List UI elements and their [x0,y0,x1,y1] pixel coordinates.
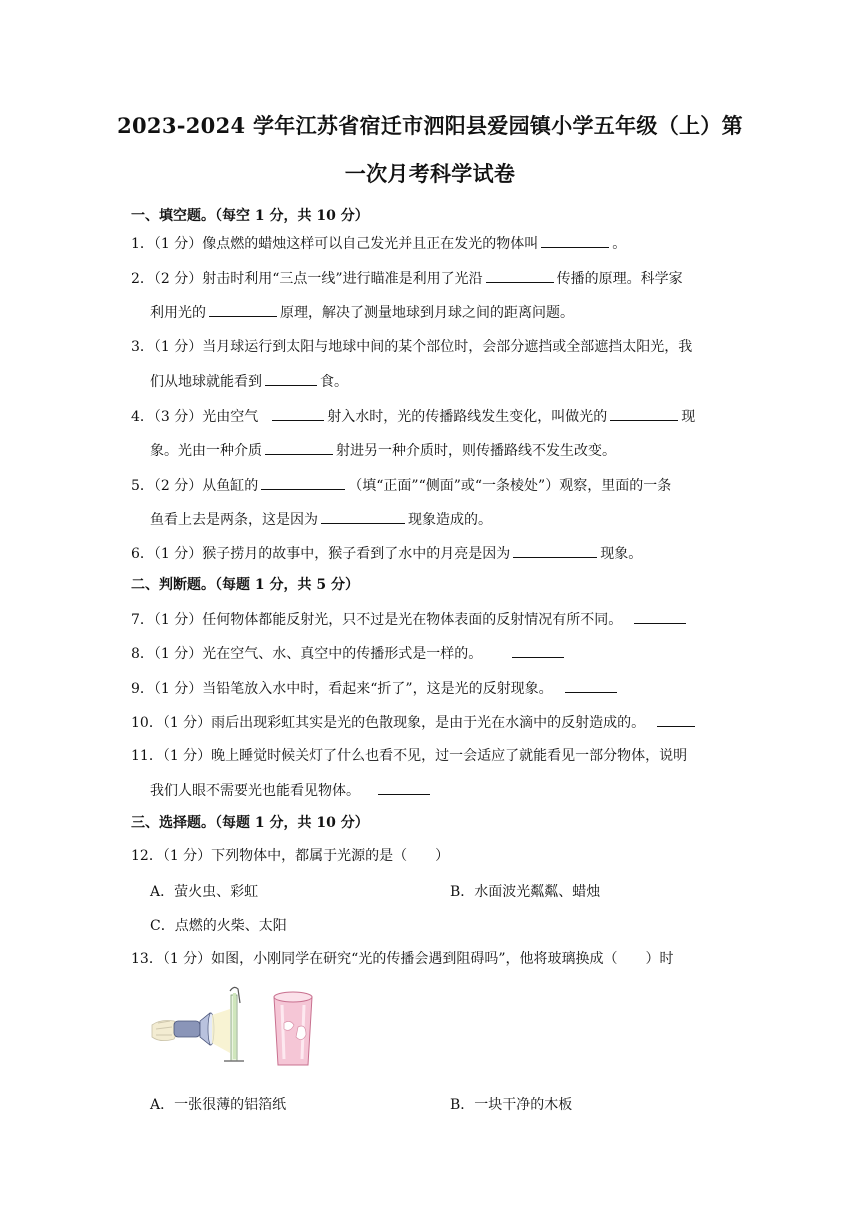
answer-blank[interactable] [265,440,333,455]
question-text: 8．（1 分）光在空气、水、真空中的传播形式是一样的。 [131,646,483,662]
question-text: 们从地球就能看到 [150,374,262,390]
answer-blank[interactable] [321,509,405,524]
question-text: 6．（1 分）猴子捞月的故事中，猴子看到了水中的月亮是因为 [131,546,511,562]
answer-blank[interactable] [610,406,678,421]
answer-blank[interactable] [265,371,317,386]
question-text: 我们人眼不需要光也能看见物体。 [150,783,360,799]
question-text: 射进另一种介质时，则传播路线不发生改变。 [336,443,616,459]
option-c[interactable]: C．点燃的火柴、太阳 [150,918,287,934]
question-text: 1．（1 分）像点燃的蜡烛这样可以自己发光并且正在发光的物体叫 [131,236,539,252]
page-title-line1: 2023-2024 学年江苏省宿迁市泗阳县爱园镇小学五年级（上）第 [117,113,743,138]
option-b[interactable]: B．水面波光粼粼、蜡烛 [450,884,601,900]
question-7 [131,609,731,630]
question-2 [131,268,731,289]
question-text: 食。 [320,374,348,390]
answer-blank[interactable] [657,712,695,727]
question-text: 象。光由一种介质 [150,443,262,459]
question-text: 7．（1 分）任何物体都能反射光，只不过是光在物体表面的反射情况有所不同。 [131,612,623,628]
question-11-cont [150,780,433,801]
option-a[interactable]: A．一张很薄的铝箔纸 [150,1097,287,1113]
question-text: 传播的原理。科学家 [556,271,683,287]
question-text: 利用光的 [150,305,206,321]
answer-blank[interactable] [272,406,324,421]
answer-blank[interactable] [541,233,609,248]
question-3-cont [150,371,348,392]
question-11 [131,746,731,766]
question-text: 。 [612,236,627,252]
answer-blank[interactable] [565,678,617,693]
question-text: 9．（1 分）当铅笔放入水中时，看起来“折了”，这是光的反射现象。 [131,681,553,697]
question-text: 5．（2 分）从鱼缸的 [131,478,259,494]
question-text: 2．（2 分）射击时利用“三点一线”进行瞄准是利用了光沿 [131,271,483,287]
page-title-line2: 一次月考科学试卷 [344,161,516,186]
question-6 [131,543,731,564]
section-heading-fill-blank: 一、填空题。（每空 1 分，共 10 分） [131,208,369,224]
option-a[interactable]: A．萤火虫、彩虹 [150,884,259,900]
option-b[interactable]: B．一块干净的木板 [450,1097,573,1113]
question-text: 3．（1 分）当月球运行到太阳与地球中间的某个部位时，会部分遮挡或全部遮挡太阳光，我 [131,339,693,355]
question-text: 原理，解决了测量地球到月球之间的距离问题。 [280,305,574,321]
question-text: 现象。 [600,546,643,562]
answer-blank[interactable] [634,609,686,624]
question-5 [131,475,731,496]
section-heading-true-false: 二、判断题。（每题 1 分，共 5 分） [131,577,359,593]
question-text: 现 [681,409,696,425]
question-4 [131,406,731,427]
question-text: 4．（3 分）光由空气 [131,409,259,425]
question-2-cont [150,302,574,323]
question-text: 鱼看上去是两条，这是因为 [150,512,318,528]
question-8 [131,643,731,664]
question-text: 10．（1 分）雨后出现彩虹其实是光的色散现象，是由于光在水滴中的反射造成的。 [131,715,646,731]
question-10 [131,712,731,733]
question-text: 11．（1 分）晚上睡觉时候关灯了什么也看不见，过一会适应了就能看见一部分物体，说明 [131,748,688,764]
answer-blank[interactable] [209,302,277,317]
experiment-illustration [150,983,335,1073]
section-heading-multiple-choice: 三、选择题。（每题 1 分，共 10 分） [131,815,369,831]
question-text: （填“正面”“侧面”或“一条棱处”）观察，里面的一条 [348,478,672,494]
question-1 [131,233,731,254]
question-13: 13．（1 分）如图，小刚同学在研究“光的传播会遇到阻碍吗”，他将玻璃换成（ ）时 [131,951,674,967]
answer-blank[interactable] [486,268,554,283]
question-text: 现象造成的。 [408,512,492,528]
question-3 [131,337,731,357]
question-4-cont [150,440,616,461]
question-5-cont [150,509,492,530]
answer-blank[interactable] [261,475,345,490]
question-9 [131,678,731,699]
answer-blank[interactable] [513,543,597,558]
question-text: 射入水时，光的传播路线发生变化，叫做光的 [327,409,608,425]
answer-blank[interactable] [378,780,430,795]
answer-blank[interactable] [512,643,564,658]
question-12: 12．（1 分）下列物体中，都属于光源的是（ ） [131,848,450,864]
